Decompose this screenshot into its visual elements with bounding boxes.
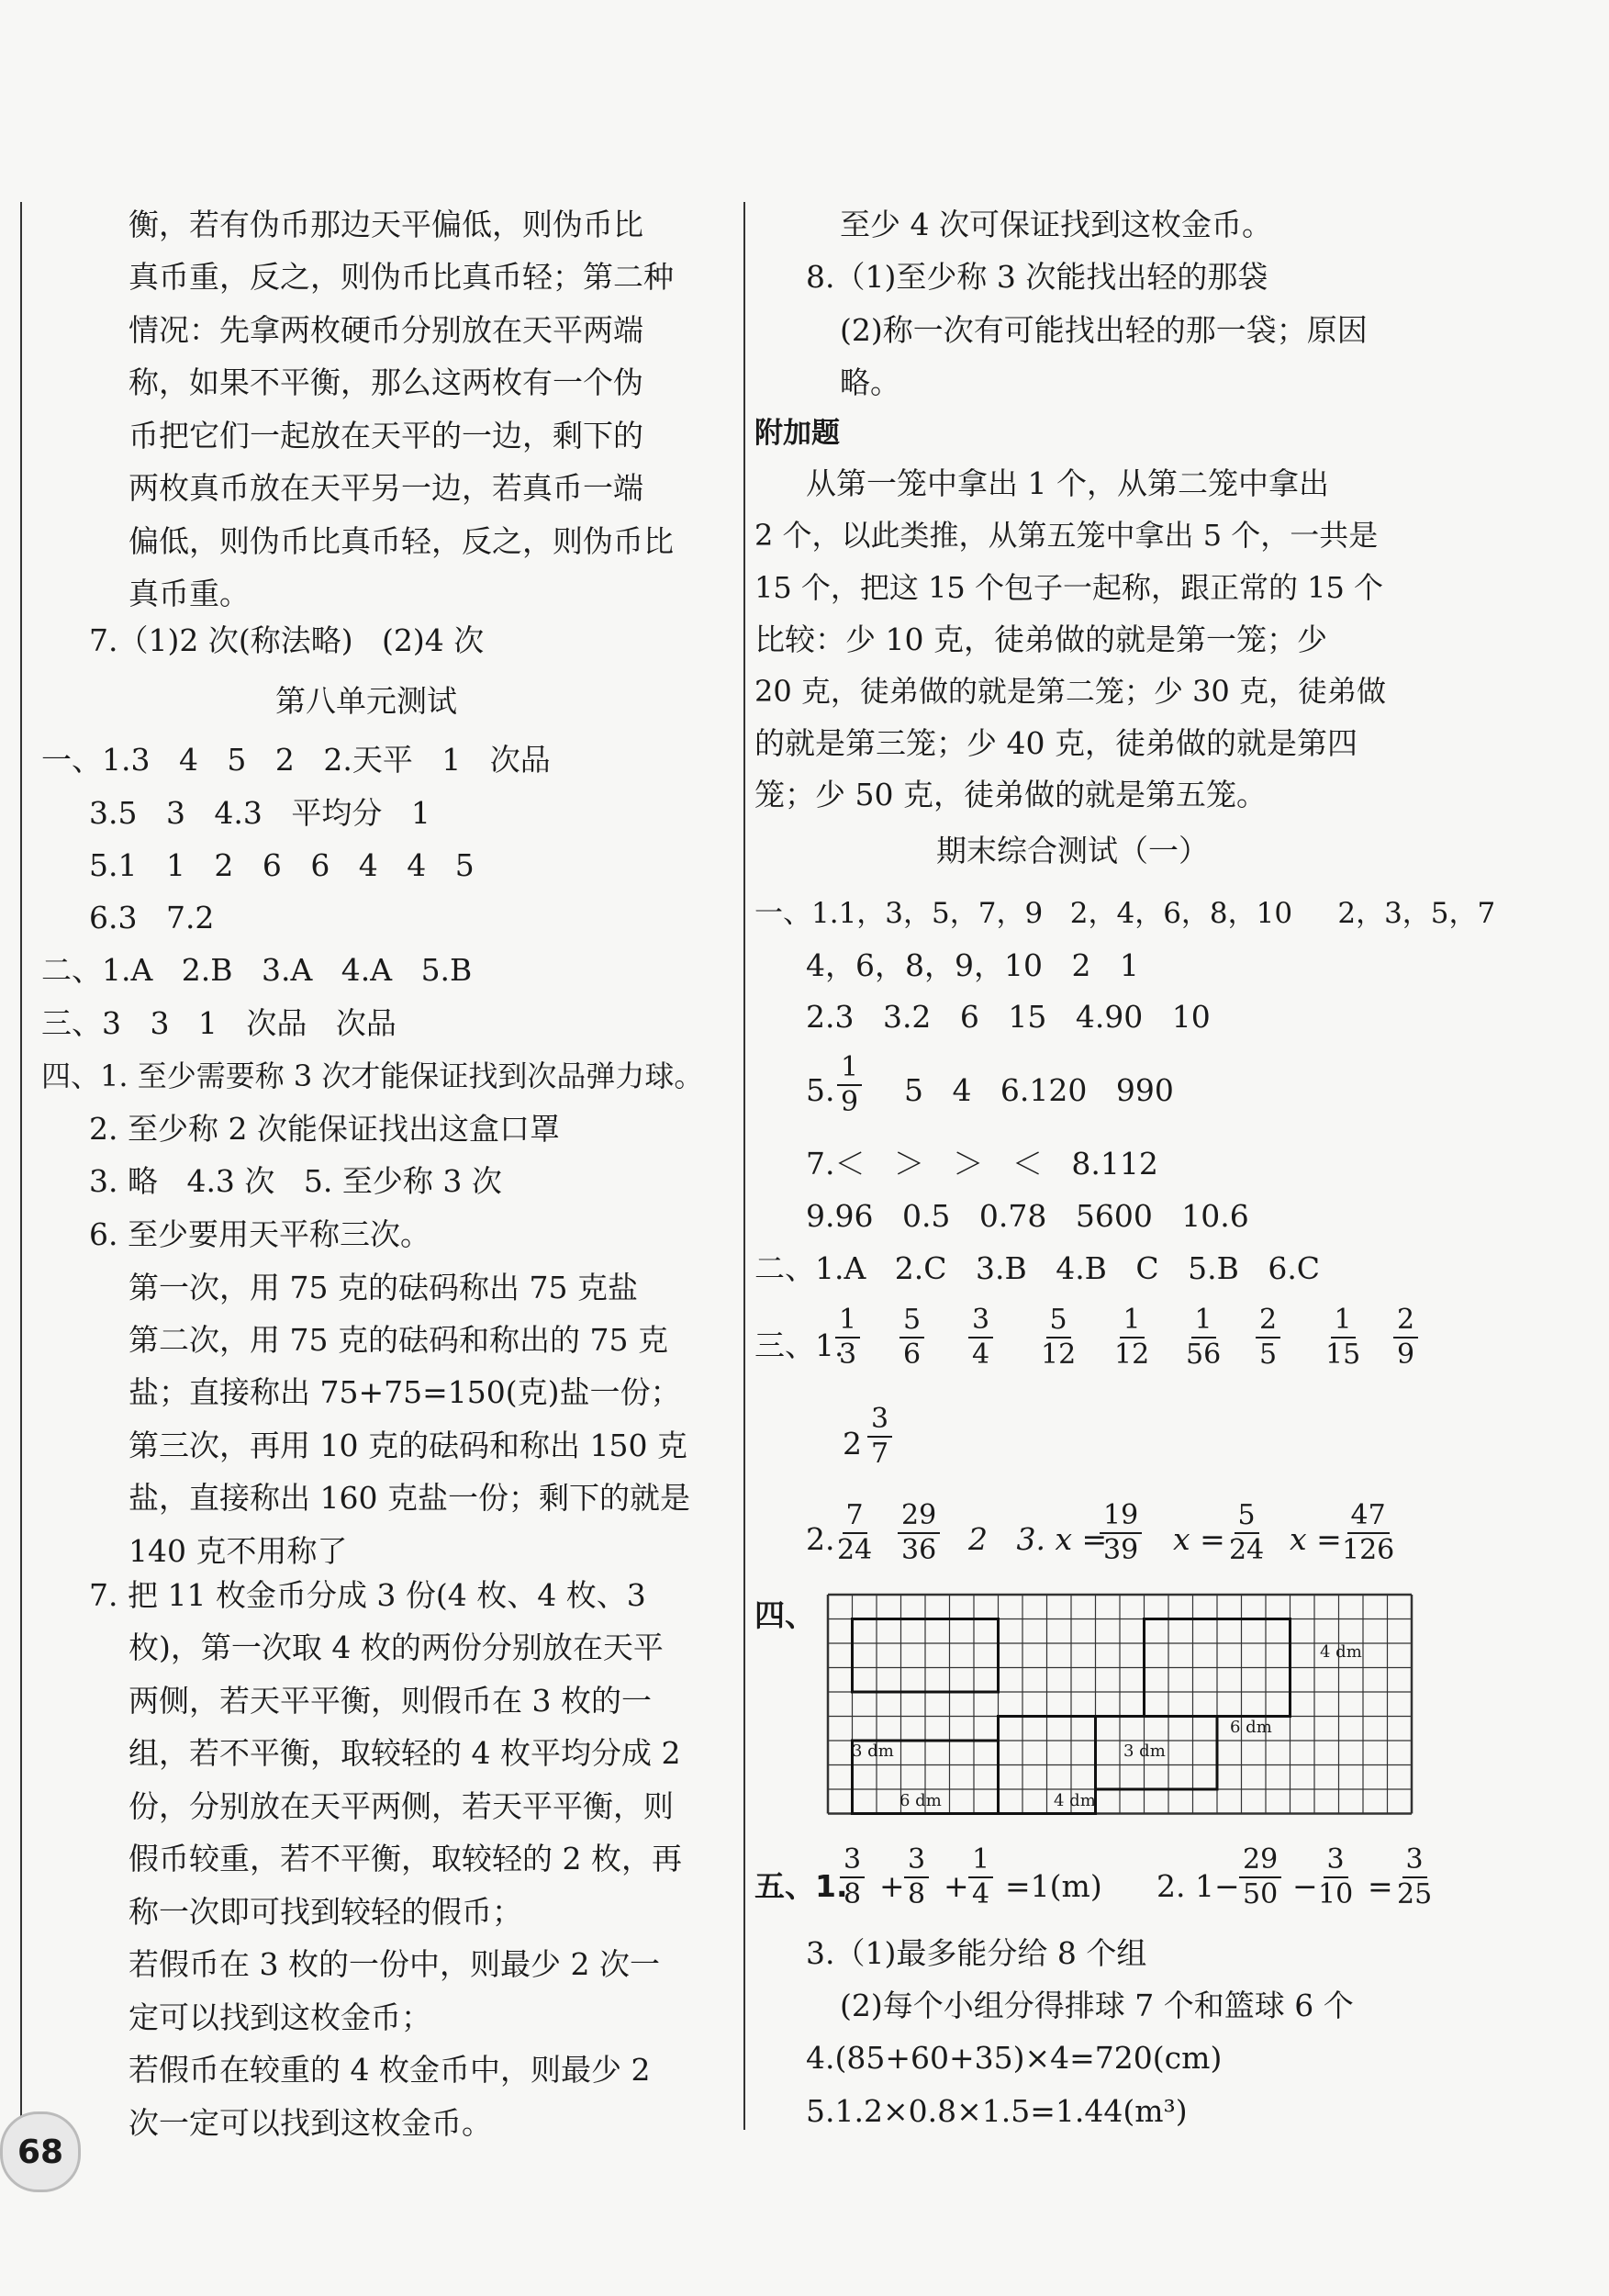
fraction: $\frac{1}{4}$ bbox=[968, 1843, 993, 1911]
right-top-line: (2)称一次有可能找出轻的那一袋；原因 bbox=[840, 312, 1368, 348]
fraction: $\frac{3}{8}$ bbox=[904, 1843, 929, 1911]
fraction: $\frac{3}{10}$ bbox=[1318, 1843, 1354, 1910]
section1-line: 6.3 7.2 bbox=[89, 900, 215, 935]
section4-line: 若假币在 3 枚的一份中，则最少 2 次一 bbox=[128, 1946, 660, 1982]
section4-line: 组，若不平衡，取较轻的 4 枚平均分成 2 bbox=[128, 1735, 681, 1771]
section1-line: 5.1 1 2 6 6 4 4 5 bbox=[89, 847, 475, 883]
bonus-title: 附加题 bbox=[754, 417, 840, 450]
intro-line: 真币重，反之，则伪币比真币轻；第二种 bbox=[128, 259, 674, 295]
fraction: $\frac{1}{12}$ bbox=[1114, 1304, 1150, 1371]
section4-line: 140 克不用称了 bbox=[128, 1533, 348, 1569]
fraction: $\frac{3}{7}$ bbox=[867, 1403, 892, 1471]
intro-line: 真币重。 bbox=[128, 576, 250, 611]
section4-line: 份，分别放在天平两侧，若天平平衡，则 bbox=[128, 1788, 674, 1824]
section4-line: 若假币在较重的 4 枚金币中，则最少 2 bbox=[128, 2052, 651, 2088]
unit8-title: 第八单元测试 bbox=[275, 683, 457, 719]
fraction: $\frac{3}{8}$ bbox=[840, 1843, 865, 1911]
intro-line: 衡，若有伪币那边天平偏低，则伪币比 bbox=[128, 207, 643, 242]
fraction: $\frac{5}{24}$ bbox=[1229, 1499, 1265, 1566]
final-s5-q2-label: 2. 1− bbox=[1156, 1868, 1240, 1904]
intro-line: 币把它们一起放在天平的一边，剩下的 bbox=[128, 418, 643, 454]
page-number: 68 bbox=[0, 2111, 81, 2192]
final-s2-line: 二、1.A 2.C 3.B 4.B C 5.B 6.C bbox=[754, 1250, 1321, 1286]
fraction: $\frac{47}{126}$ bbox=[1342, 1499, 1395, 1566]
section4-line: 称一次即可找到较轻的假币； bbox=[128, 1894, 522, 1930]
fraction: $\frac{3}{25}$ bbox=[1397, 1843, 1433, 1910]
left-margin-line bbox=[20, 202, 22, 2130]
grid-label: 3 dm bbox=[852, 1742, 894, 1761]
fraction: $\frac{1}{9}$ bbox=[837, 1051, 862, 1119]
grid-label: 6 dm bbox=[1230, 1718, 1272, 1737]
section4-line: 四、1. 至少需要称 3 次才能保证找到次品弹力球。 bbox=[41, 1058, 704, 1093]
fraction: $\frac{1}{15}$ bbox=[1325, 1304, 1361, 1371]
final-s5-line: 4.(85+60+35)×4=720(cm) bbox=[806, 2040, 1223, 2076]
intro-line: 两枚真币放在天平另一边，若真币一端 bbox=[128, 470, 643, 506]
q7-answer: 7.（1)2 次(称法略) (2)4 次 bbox=[89, 622, 485, 658]
section4-line: 6. 至少要用天平称三次。 bbox=[89, 1216, 430, 1252]
section4-line: 3. 略 4.3 次 5. 至少称 3 次 bbox=[89, 1163, 502, 1199]
result: =1(m) bbox=[1005, 1868, 1102, 1904]
section4-line: 第一次，用 75 克的砝码称出 75 克盐 bbox=[128, 1270, 638, 1305]
right-top-line: 略。 bbox=[840, 364, 900, 400]
bonus-line: 的就是第三笼；少 40 克，徒弟做的就是第四 bbox=[754, 725, 1358, 761]
fraction: $\frac{5}{12}$ bbox=[1041, 1304, 1077, 1371]
final-s3-label: 三、1. bbox=[754, 1327, 844, 1363]
section4-line: 定可以找到这枚金币； bbox=[128, 1999, 431, 2035]
grid-label: 4 dm bbox=[1054, 1791, 1096, 1810]
grid-lines bbox=[828, 1595, 1412, 1814]
grid-label: 6 dm bbox=[899, 1791, 942, 1810]
section4-line: 盐；直接称出 75+75=150(克)盐一份； bbox=[128, 1374, 681, 1410]
right-top-line: 8.（1)至少称 3 次能找出轻的那袋 bbox=[806, 259, 1268, 295]
fraction: $\frac{29}{36}$ bbox=[898, 1499, 940, 1567]
column-divider bbox=[743, 202, 745, 2130]
section3-line: 三、3 3 1 次品 次品 bbox=[41, 1005, 397, 1041]
bonus-line: 比较：少 10 克，徒弟做的就是第一笼；少 bbox=[754, 622, 1327, 657]
grid-label: 3 dm bbox=[1123, 1742, 1166, 1761]
fraction: $\frac{7}{24}$ bbox=[837, 1499, 873, 1566]
right-top-line: 至少 4 次可保证找到这枚金币。 bbox=[840, 207, 1272, 242]
section4-line: 盐，直接称出 160 克盐一份；剩下的就是 bbox=[128, 1480, 690, 1516]
fraction: $\frac{5}{6}$ bbox=[899, 1304, 924, 1372]
minus-sign: − bbox=[1292, 1868, 1318, 1904]
intro-line: 偏低，则伪币比真币轻，反之，则伪币比 bbox=[128, 523, 674, 559]
section4-line: 第二次，用 75 克的砝码和称出的 75 克 bbox=[128, 1322, 668, 1358]
fraction: $\frac{2}{5}$ bbox=[1256, 1304, 1280, 1372]
final-s5-label: 五、1. bbox=[754, 1868, 848, 1904]
fraction: $\frac{1}{56}$ bbox=[1186, 1304, 1222, 1371]
final-s3-q2-label: 2. bbox=[806, 1521, 835, 1557]
fraction: $\frac{2}{9}$ bbox=[1393, 1304, 1418, 1372]
intro-line: 情况：先拿两枚硬币分别放在天平两端 bbox=[128, 312, 643, 348]
bonus-line: 2 个，以此类推，从第五笼中拿出 5 个，一共是 bbox=[754, 518, 1379, 553]
fraction: $\frac{19}{39}$ bbox=[1100, 1499, 1142, 1567]
bonus-line: 笼；少 50 克，徒弟做的就是第五笼。 bbox=[754, 777, 1267, 812]
section4-line: 第三次，再用 10 克的砝码和称出 150 克 bbox=[128, 1428, 687, 1463]
final-s4-label: 四、 bbox=[754, 1597, 815, 1633]
x-equals: x = bbox=[1173, 1521, 1225, 1557]
section1-line: 一、1.3 4 5 2 2.天平 1 次品 bbox=[41, 742, 551, 778]
bonus-line: 从第一笼中拿出 1 个，从第二笼中拿出 bbox=[806, 465, 1329, 501]
final-s1-line: 2.3 3.2 6 15 4.90 10 bbox=[806, 999, 1211, 1035]
final-s3-q2-mid: 2 3. x = bbox=[968, 1521, 1108, 1557]
section2-line: 二、1.A 2.B 3.A 4.A 5.B bbox=[41, 952, 473, 988]
grid-label: 4 dm bbox=[1320, 1642, 1362, 1662]
fraction: $\frac{29}{50}$ bbox=[1239, 1843, 1281, 1911]
mixed-whole: 2 bbox=[843, 1426, 862, 1462]
final-s1-q5-prefix: 5. bbox=[806, 1072, 835, 1108]
section4-line: 假币较重，若不平衡，取较轻的 2 枚，再 bbox=[128, 1841, 682, 1876]
plus-sign: + bbox=[944, 1868, 969, 1904]
fraction: $\frac{1}{3}$ bbox=[835, 1304, 860, 1372]
section4-line: 2. 至少称 2 次能保证找出这盒口罩 bbox=[89, 1111, 560, 1147]
section4-line: 次一定可以找到这枚金币。 bbox=[128, 2105, 492, 2141]
final-s1-line: 9.96 0.5 0.78 5600 10.6 bbox=[806, 1198, 1249, 1234]
final-s1-q5-rest: 5 4 6.120 990 bbox=[904, 1072, 1174, 1108]
section4-line: 枚)，第一次取 4 枚的两份分别放在天平 bbox=[128, 1630, 664, 1665]
plus-sign: + bbox=[879, 1868, 905, 1904]
final-s5-line: 5.1.2×0.8×1.5=1.44(m³) bbox=[806, 2093, 1188, 2129]
intro-line: 称，如果不平衡，那么这两枚有一个伪 bbox=[128, 364, 643, 400]
grid-figure bbox=[826, 1593, 1423, 1822]
section4-line: 两侧，若天平平衡，则假币在 3 枚的一 bbox=[128, 1683, 652, 1719]
final-s1-line: 4，6，8，9，10 2 1 bbox=[806, 947, 1139, 983]
final-test-title: 期末综合测试（一） bbox=[936, 833, 1209, 868]
final-s1-line: 一、1.1，3，5，7，9 2，4，6，8，10 2，3，5，7 bbox=[754, 897, 1496, 930]
equals-sign: = bbox=[1368, 1868, 1393, 1904]
section1-line: 3.5 3 4.3 平均分 1 bbox=[89, 795, 430, 831]
fraction: $\frac{3}{4}$ bbox=[968, 1304, 993, 1372]
bonus-line: 15 个，把这 15 个包子一起称，跟正常的 15 个 bbox=[754, 570, 1384, 605]
section4-line: 7. 把 11 枚金币分成 3 份(4 枚、4 枚、3 bbox=[89, 1577, 646, 1613]
x-equals: x = bbox=[1290, 1521, 1342, 1557]
final-s5-line: (2)每个小组分得排球 7 个和篮球 6 个 bbox=[840, 1988, 1354, 2023]
bonus-line: 20 克，徒弟做的就是第二笼；少 30 克，徒弟做 bbox=[754, 674, 1386, 709]
final-s1-line: 7.＜ ＞ ＞ ＜ 8.112 bbox=[806, 1146, 1158, 1182]
final-s5-line: 3.（1)最多能分给 8 个组 bbox=[806, 1935, 1147, 1971]
